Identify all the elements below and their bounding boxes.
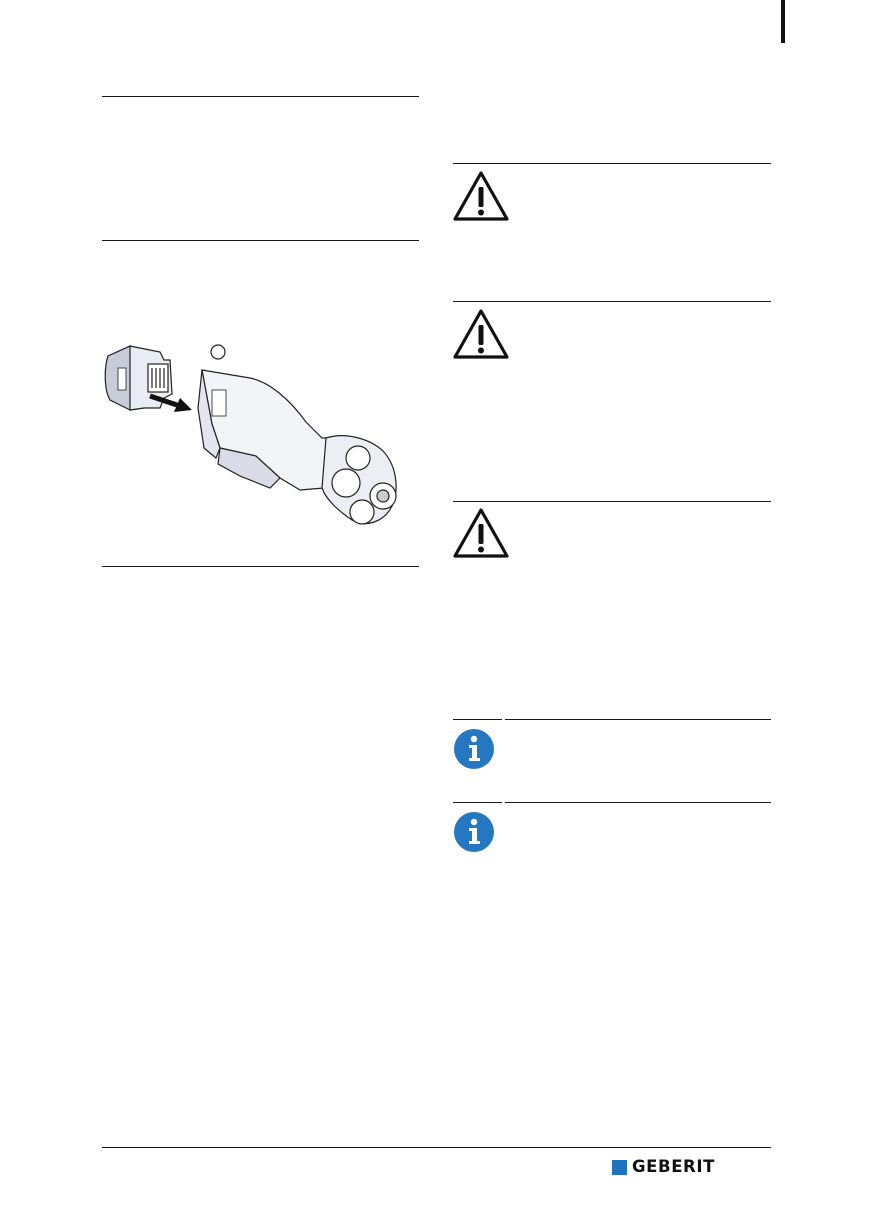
warning-triangle-icon xyxy=(453,507,509,559)
section-rule-2 xyxy=(102,240,419,241)
info-circle-icon xyxy=(453,728,495,770)
section-rule-3 xyxy=(102,566,419,567)
logo-square-icon xyxy=(612,1160,627,1175)
warning-triangle-icon xyxy=(453,170,509,222)
info-rule-1-short xyxy=(453,719,502,720)
geberit-logo xyxy=(612,1158,715,1176)
warning-rule-1 xyxy=(453,163,771,164)
footer-rule xyxy=(102,1147,771,1148)
warning-triangle-icon xyxy=(453,308,509,360)
info-circle-icon xyxy=(453,811,495,853)
info-rule-2-short xyxy=(453,802,502,803)
logo-text: GEBERIT xyxy=(632,1157,715,1176)
info-rule-1 xyxy=(505,719,771,720)
section-rule-1 xyxy=(102,96,419,97)
warning-rule-2 xyxy=(453,301,771,302)
info-rule-2 xyxy=(505,802,771,803)
page-edge-mark xyxy=(781,0,785,43)
press-tool-illustration xyxy=(100,338,420,538)
warning-rule-3 xyxy=(453,501,771,502)
press-tool-body xyxy=(198,345,396,524)
